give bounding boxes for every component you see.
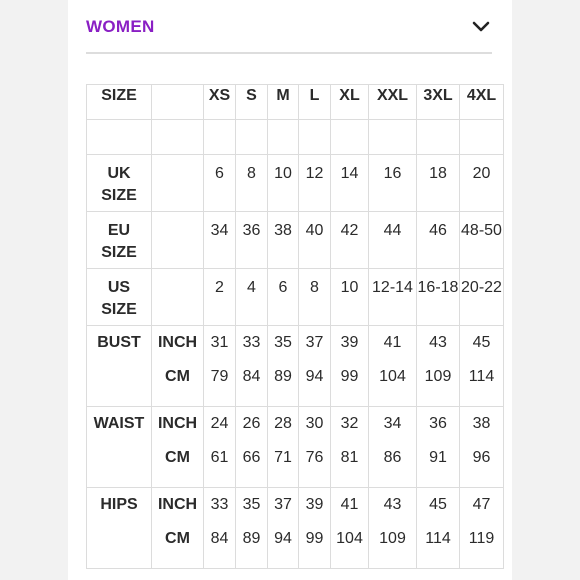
cm-value: 84 bbox=[242, 368, 261, 385]
cm-value: 99 bbox=[305, 530, 324, 547]
inch-value: 36 bbox=[429, 415, 447, 432]
measurement-value-cell bbox=[204, 407, 236, 488]
empty-row bbox=[87, 120, 504, 155]
cm-value: 119 bbox=[468, 530, 495, 547]
measurement-row bbox=[87, 326, 504, 407]
inch-value: 39 bbox=[340, 334, 359, 351]
size-row bbox=[87, 155, 504, 212]
unit-cell bbox=[152, 407, 204, 488]
cm-value: 114 bbox=[425, 530, 451, 547]
empty-unit-cell bbox=[152, 155, 204, 212]
inch-value: 34 bbox=[383, 415, 402, 432]
unit-cell bbox=[152, 488, 204, 569]
size-value-cell: 20-22 bbox=[460, 269, 504, 326]
size-row bbox=[87, 212, 504, 269]
inch-value: 37 bbox=[274, 496, 292, 513]
header-cell: 4XL bbox=[460, 85, 504, 120]
header-cell: L bbox=[299, 85, 331, 120]
cm-unit-label: CM bbox=[165, 368, 190, 385]
cm-value: 94 bbox=[305, 368, 324, 385]
measurement-value-cell bbox=[460, 326, 504, 407]
measurement-value-cell bbox=[417, 488, 460, 569]
cm-value: 81 bbox=[340, 449, 359, 466]
cm-value: 84 bbox=[210, 530, 229, 547]
measurement-value-cell bbox=[369, 488, 417, 569]
measurement-value-cell bbox=[268, 407, 299, 488]
size-value-cell: 2 bbox=[204, 269, 236, 326]
measurement-value-cell bbox=[417, 326, 460, 407]
empty-cell bbox=[268, 120, 299, 155]
cm-value: 71 bbox=[274, 449, 292, 466]
size-value-cell: 12 bbox=[299, 155, 331, 212]
size-value-cell: 38 bbox=[268, 212, 299, 269]
measurement-value-cell bbox=[331, 407, 369, 488]
size-value-cell: 18 bbox=[417, 155, 460, 212]
size-value-cell: 8 bbox=[236, 155, 268, 212]
empty-cell bbox=[152, 120, 204, 155]
cm-value: 89 bbox=[242, 530, 261, 547]
header-cell: 3XL bbox=[417, 85, 460, 120]
inch-value: 43 bbox=[383, 496, 402, 513]
measurement-value-cell bbox=[331, 488, 369, 569]
cm-value: 109 bbox=[379, 530, 406, 547]
empty-cell bbox=[236, 120, 268, 155]
empty-cell bbox=[331, 120, 369, 155]
cm-value: 66 bbox=[242, 449, 261, 466]
size-value-cell: 34 bbox=[204, 212, 236, 269]
measurement-value-cell bbox=[369, 326, 417, 407]
header-cell: XXL bbox=[369, 85, 417, 120]
measurement-label: BUST bbox=[87, 326, 152, 407]
empty-cell bbox=[460, 120, 504, 155]
table-header-row bbox=[87, 85, 504, 120]
empty-cell bbox=[417, 120, 460, 155]
measurement-label: WAIST bbox=[87, 407, 152, 488]
cm-value: 96 bbox=[472, 449, 491, 466]
measurement-value-cell bbox=[299, 407, 331, 488]
header-cell bbox=[152, 85, 204, 120]
size-value-cell: 44 bbox=[369, 212, 417, 269]
measurement-value-cell bbox=[369, 407, 417, 488]
size-row-label: US SIZE bbox=[87, 269, 152, 326]
size-value-cell: 12-14 bbox=[369, 269, 417, 326]
measurement-value-cell bbox=[460, 407, 504, 488]
empty-unit-cell bbox=[152, 212, 204, 269]
cm-value: 104 bbox=[379, 368, 406, 385]
cm-unit-label: CM bbox=[165, 530, 190, 547]
header-cell: XS bbox=[204, 85, 236, 120]
size-row bbox=[87, 269, 504, 326]
size-value-cell: 14 bbox=[331, 155, 369, 212]
measurement-value-cell bbox=[236, 326, 268, 407]
inch-value: 24 bbox=[210, 415, 229, 432]
measurement-value-cell bbox=[299, 326, 331, 407]
measurement-value-cell bbox=[331, 326, 369, 407]
measurement-value-cell bbox=[268, 326, 299, 407]
measurement-value-cell bbox=[417, 407, 460, 488]
size-guide-panel bbox=[68, 0, 512, 580]
cm-value: 76 bbox=[305, 449, 324, 466]
inch-value: 30 bbox=[305, 415, 324, 432]
chevron-down-icon bbox=[472, 21, 490, 33]
women-section-toggle[interactable] bbox=[86, 0, 492, 54]
size-value-cell: 20 bbox=[460, 155, 504, 212]
size-value-cell: 46 bbox=[417, 212, 460, 269]
cm-value: 89 bbox=[274, 368, 292, 385]
size-row-label: UK SIZE bbox=[87, 155, 152, 212]
cm-value: 104 bbox=[336, 530, 363, 547]
cm-value: 114 bbox=[468, 368, 495, 385]
section-title: WOMEN bbox=[86, 17, 155, 36]
size-value-cell: 10 bbox=[331, 269, 369, 326]
inch-value: 35 bbox=[242, 496, 261, 513]
measurement-value-cell bbox=[460, 488, 504, 569]
cm-value: 91 bbox=[429, 449, 447, 466]
inch-value: 43 bbox=[429, 334, 447, 351]
measurement-value-cell bbox=[299, 488, 331, 569]
measurement-value-cell bbox=[204, 326, 236, 407]
inch-value: 32 bbox=[340, 415, 359, 432]
measurement-value-cell bbox=[236, 488, 268, 569]
cm-value: 79 bbox=[210, 368, 229, 385]
size-value-cell: 8 bbox=[299, 269, 331, 326]
inch-value: 35 bbox=[274, 334, 292, 351]
header-cell: S bbox=[236, 85, 268, 120]
size-value-cell: 42 bbox=[331, 212, 369, 269]
header-cell: SIZE bbox=[87, 85, 152, 120]
inch-value: 45 bbox=[472, 334, 491, 351]
size-row-label: EU SIZE bbox=[87, 212, 152, 269]
empty-unit-cell bbox=[152, 269, 204, 326]
inch-value: 38 bbox=[472, 415, 491, 432]
inch-value: 33 bbox=[210, 496, 229, 513]
measurement-value-cell bbox=[268, 488, 299, 569]
empty-cell bbox=[299, 120, 331, 155]
cm-value: 86 bbox=[383, 449, 402, 466]
inch-unit-label: INCH bbox=[157, 496, 198, 513]
header-cell: M bbox=[268, 85, 299, 120]
cm-value: 94 bbox=[274, 530, 292, 547]
size-value-cell: 10 bbox=[268, 155, 299, 212]
inch-unit-label: INCH bbox=[157, 334, 198, 351]
cm-unit-label: CM bbox=[165, 449, 190, 466]
empty-cell bbox=[369, 120, 417, 155]
inch-value: 26 bbox=[242, 415, 261, 432]
inch-value: 28 bbox=[274, 415, 292, 432]
size-value-cell: 36 bbox=[236, 212, 268, 269]
measurement-value-cell bbox=[236, 407, 268, 488]
inch-value: 33 bbox=[242, 334, 261, 351]
cm-value: 109 bbox=[424, 368, 452, 385]
inch-value: 39 bbox=[305, 496, 324, 513]
measurement-row bbox=[87, 407, 504, 488]
size-value-cell: 6 bbox=[204, 155, 236, 212]
unit-cell bbox=[152, 326, 204, 407]
cm-value: 61 bbox=[210, 449, 229, 466]
inch-value: 41 bbox=[383, 334, 402, 351]
measurement-row bbox=[87, 488, 504, 569]
inch-value: 45 bbox=[429, 496, 447, 513]
size-value-cell: 16 bbox=[369, 155, 417, 212]
measurement-value-cell bbox=[204, 488, 236, 569]
measurement-label: HIPS bbox=[87, 488, 152, 569]
inch-value: 41 bbox=[340, 496, 359, 513]
size-value-cell: 40 bbox=[299, 212, 331, 269]
size-value-cell: 4 bbox=[236, 269, 268, 326]
inch-value: 31 bbox=[210, 334, 229, 351]
size-value-cell: 16-18 bbox=[417, 269, 460, 326]
header-cell: XL bbox=[331, 85, 369, 120]
empty-cell bbox=[87, 120, 152, 155]
inch-unit-label: INCH bbox=[157, 415, 198, 432]
size-value-cell: 6 bbox=[268, 269, 299, 326]
size-value-cell: 48-50 bbox=[460, 212, 504, 269]
empty-cell bbox=[204, 120, 236, 155]
inch-value: 47 bbox=[472, 496, 491, 513]
inch-value: 37 bbox=[305, 334, 324, 351]
size-chart-table bbox=[86, 84, 504, 569]
cm-value: 99 bbox=[340, 368, 359, 385]
